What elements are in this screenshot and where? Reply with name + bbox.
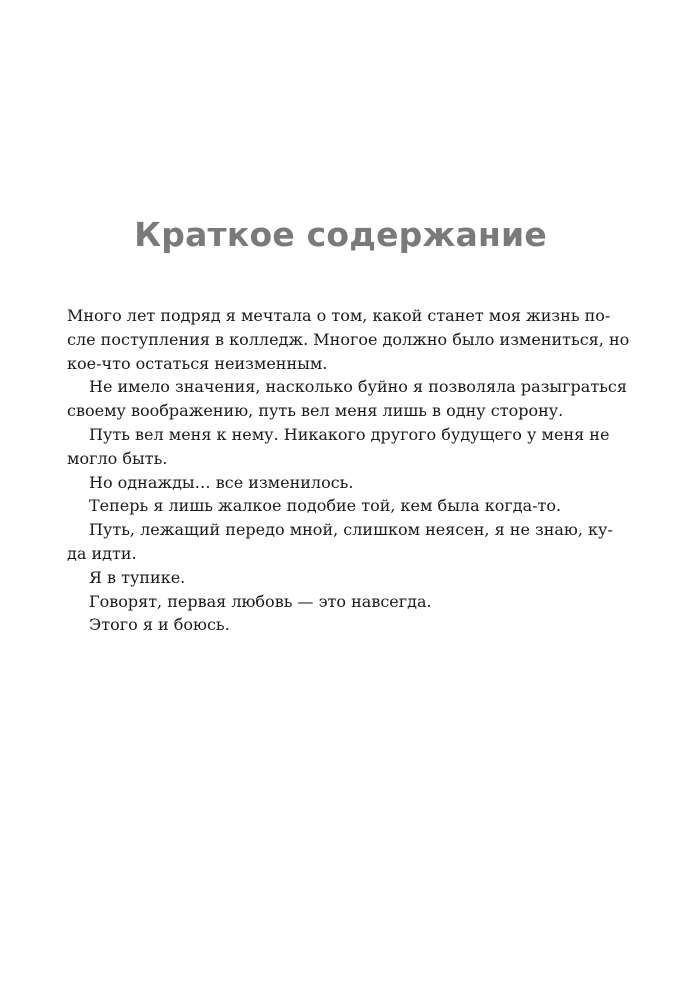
- text-line: Этого я и боюсь.: [89, 615, 230, 635]
- text-line: да идти.: [67, 543, 137, 563]
- summary-text: [67, 304, 630, 637]
- text-line: своему воображению, путь вел меня лишь в одну сторону.: [67, 401, 564, 421]
- text-line: сле поступления в колледж. Многое должно было измениться, но: [67, 329, 630, 349]
- text-line: Я в тупике.: [89, 567, 186, 587]
- text-line: Много лет подряд я мечтала о том, какой станет моя жизнь по-: [67, 306, 611, 325]
- text-line: Говорят, первая любовь — это навсегда.: [89, 591, 432, 611]
- page-title: Краткое содержание: [134, 215, 547, 254]
- text-line: могло быть.: [67, 448, 168, 468]
- text-line: Путь вел меня к нему. Никакого другого будущего у меня не: [89, 424, 610, 444]
- text-line: Теперь я лишь жалкое подобие той, кем была когда-то.: [89, 496, 562, 516]
- text-line: Путь, лежащий передо мной, слишком неясен, я не знаю, ку-: [89, 520, 613, 540]
- text-line: Но однажды… все изменилось.: [89, 472, 354, 492]
- text-line: кое-что остаться неизменным.: [67, 353, 328, 373]
- text-line: Не имело значения, насколько буйно я позволяла разыграться: [89, 377, 627, 397]
